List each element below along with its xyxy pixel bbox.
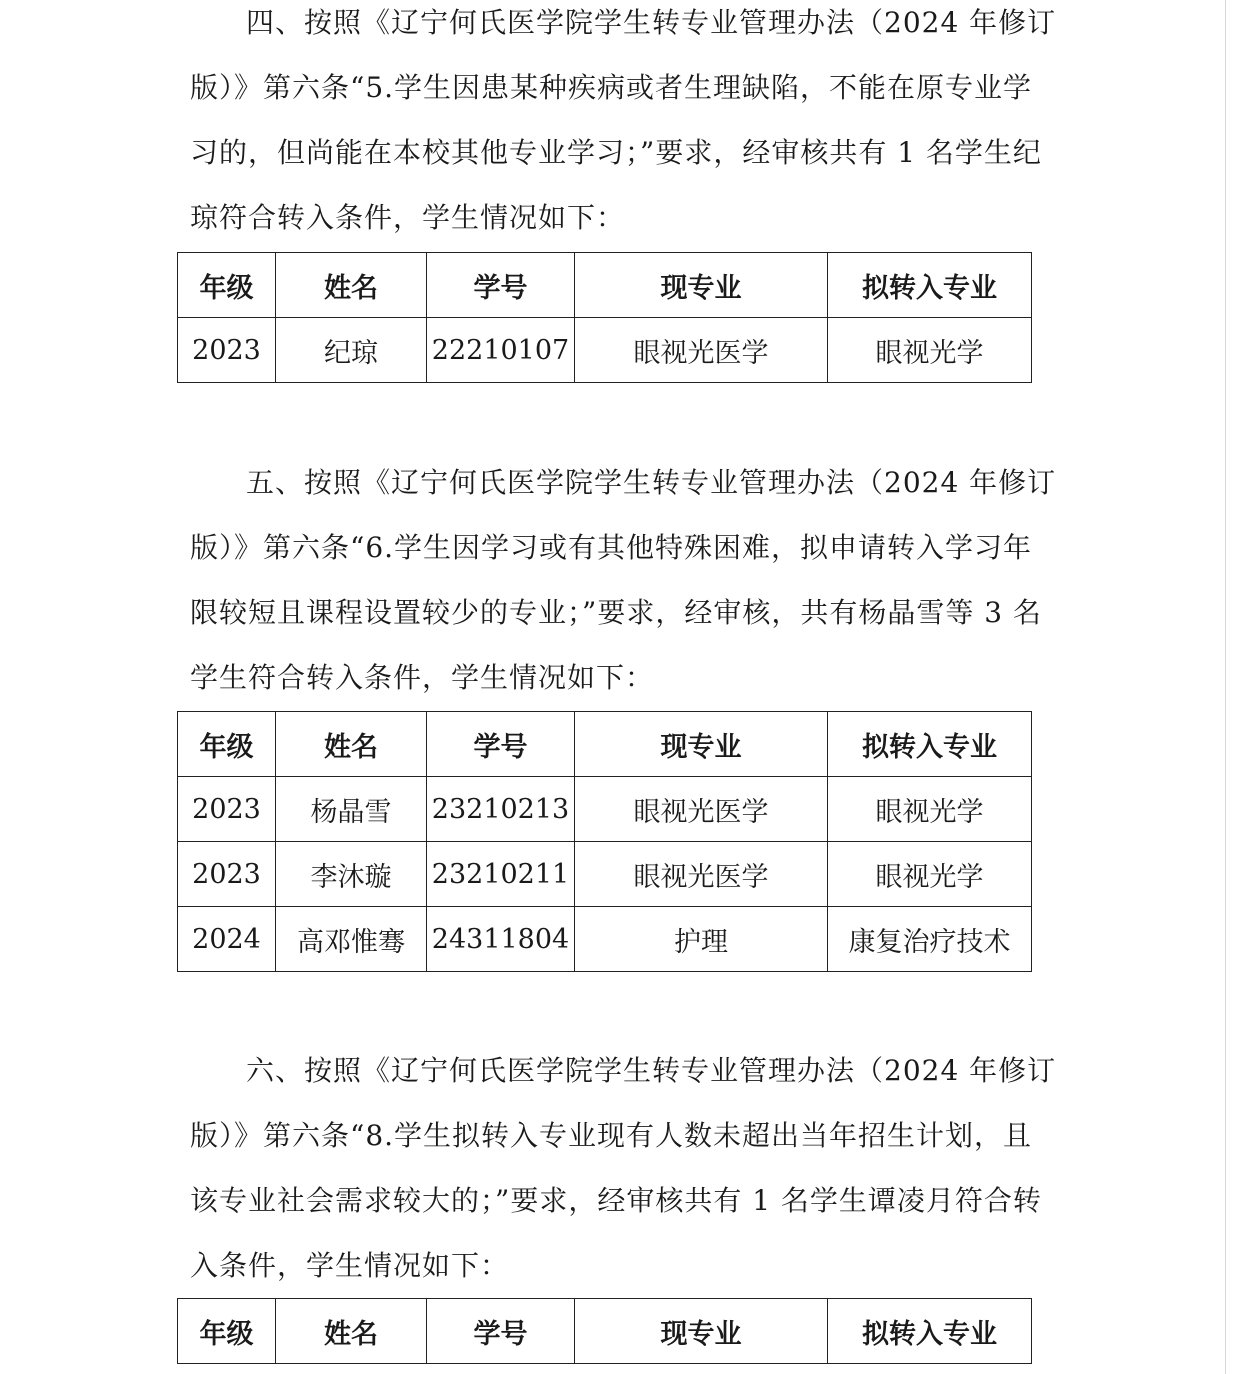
cell-name: 高邓惟骞 xyxy=(276,907,427,972)
table-row xyxy=(178,907,1032,972)
paragraph-line: 该专业社会需求较大的；”要求，经审核共有 1 名学生谭凌月符合转 xyxy=(190,1184,1042,1217)
table-row xyxy=(178,777,1032,842)
table-header-row xyxy=(178,712,1032,777)
paragraph-line: 习的，但尚能在本校其他专业学习；”要求，经审核共有 1 名学生纪 xyxy=(190,136,1042,169)
section-4-paragraph xyxy=(190,0,1057,250)
header-grade: 年级 xyxy=(178,253,276,318)
table-header-row xyxy=(178,1299,1032,1364)
paragraph-line: 学生符合转入条件，学生情况如下： xyxy=(190,661,655,694)
header-name: 姓名 xyxy=(276,1299,427,1364)
cell-current-major: 眼视光医学 xyxy=(575,318,828,383)
header-target-major: 拟转入专业 xyxy=(828,253,1032,318)
paragraph-line: 版）》第六条“5.学生因患某种疾病或者生理缺陷，不能在原专业学 xyxy=(190,71,1033,104)
paragraph-line: 入条件，学生情况如下： xyxy=(190,1249,510,1282)
paragraph-line: 版）》第六条“6.学生因学习或有其他特殊困难，拟申请转入学习年 xyxy=(190,531,1033,564)
cell-student-id: 23210211 xyxy=(427,842,575,907)
section-6-student-table xyxy=(177,1298,1032,1364)
paragraph-line: 六、按照《辽宁何氏医学院学生转专业管理办法（2024 年修订 xyxy=(246,1054,1057,1087)
table-header-row xyxy=(178,253,1032,318)
cell-target-major: 康复治疗技术 xyxy=(828,907,1032,972)
header-name: 姓名 xyxy=(276,253,427,318)
cell-student-id: 23210213 xyxy=(427,777,575,842)
header-student-id: 学号 xyxy=(427,253,575,318)
cell-grade: 2023 xyxy=(178,318,276,383)
header-current-major: 现专业 xyxy=(575,253,828,318)
paragraph-line: 五、按照《辽宁何氏医学院学生转专业管理办法（2024 年修订 xyxy=(246,466,1057,499)
section-5-paragraph xyxy=(190,450,1057,710)
section-5-student-table xyxy=(177,711,1032,972)
cell-grade: 2023 xyxy=(178,842,276,907)
page-edge-line xyxy=(1225,0,1226,1374)
header-name: 姓名 xyxy=(276,712,427,777)
header-student-id: 学号 xyxy=(427,1299,575,1364)
paragraph-line: 版）》第六条“8.学生拟转入专业现有人数未超出当年招生计划，且 xyxy=(190,1119,1033,1152)
cell-current-major: 眼视光医学 xyxy=(575,842,828,907)
paragraph-line: 琼符合转入条件，学生情况如下： xyxy=(190,201,626,234)
cell-target-major: 眼视光学 xyxy=(828,842,1032,907)
table-row xyxy=(178,842,1032,907)
cell-name: 纪琼 xyxy=(276,318,427,383)
header-current-major: 现专业 xyxy=(575,1299,828,1364)
cell-target-major: 眼视光学 xyxy=(828,318,1032,383)
table-row xyxy=(178,318,1032,383)
cell-grade: 2024 xyxy=(178,907,276,972)
cell-name: 李沐璇 xyxy=(276,842,427,907)
header-target-major: 拟转入专业 xyxy=(828,1299,1032,1364)
paragraph-line: 四、按照《辽宁何氏医学院学生转专业管理办法（2024 年修订 xyxy=(246,6,1057,39)
header-current-major: 现专业 xyxy=(575,712,828,777)
cell-student-id: 24311804 xyxy=(427,907,575,972)
cell-target-major: 眼视光学 xyxy=(828,777,1032,842)
header-student-id: 学号 xyxy=(427,712,575,777)
header-target-major: 拟转入专业 xyxy=(828,712,1032,777)
cell-student-id: 22210107 xyxy=(427,318,575,383)
section-4-student-table xyxy=(177,252,1032,383)
cell-name: 杨晶雪 xyxy=(276,777,427,842)
paragraph-line: 限较短且课程设置较少的专业；”要求，经审核，共有杨晶雪等 3 名 xyxy=(190,596,1042,629)
header-grade: 年级 xyxy=(178,1299,276,1364)
section-6-paragraph xyxy=(190,1038,1057,1298)
header-grade: 年级 xyxy=(178,712,276,777)
cell-current-major: 护理 xyxy=(575,907,828,972)
cell-grade: 2023 xyxy=(178,777,276,842)
cell-current-major: 眼视光医学 xyxy=(575,777,828,842)
